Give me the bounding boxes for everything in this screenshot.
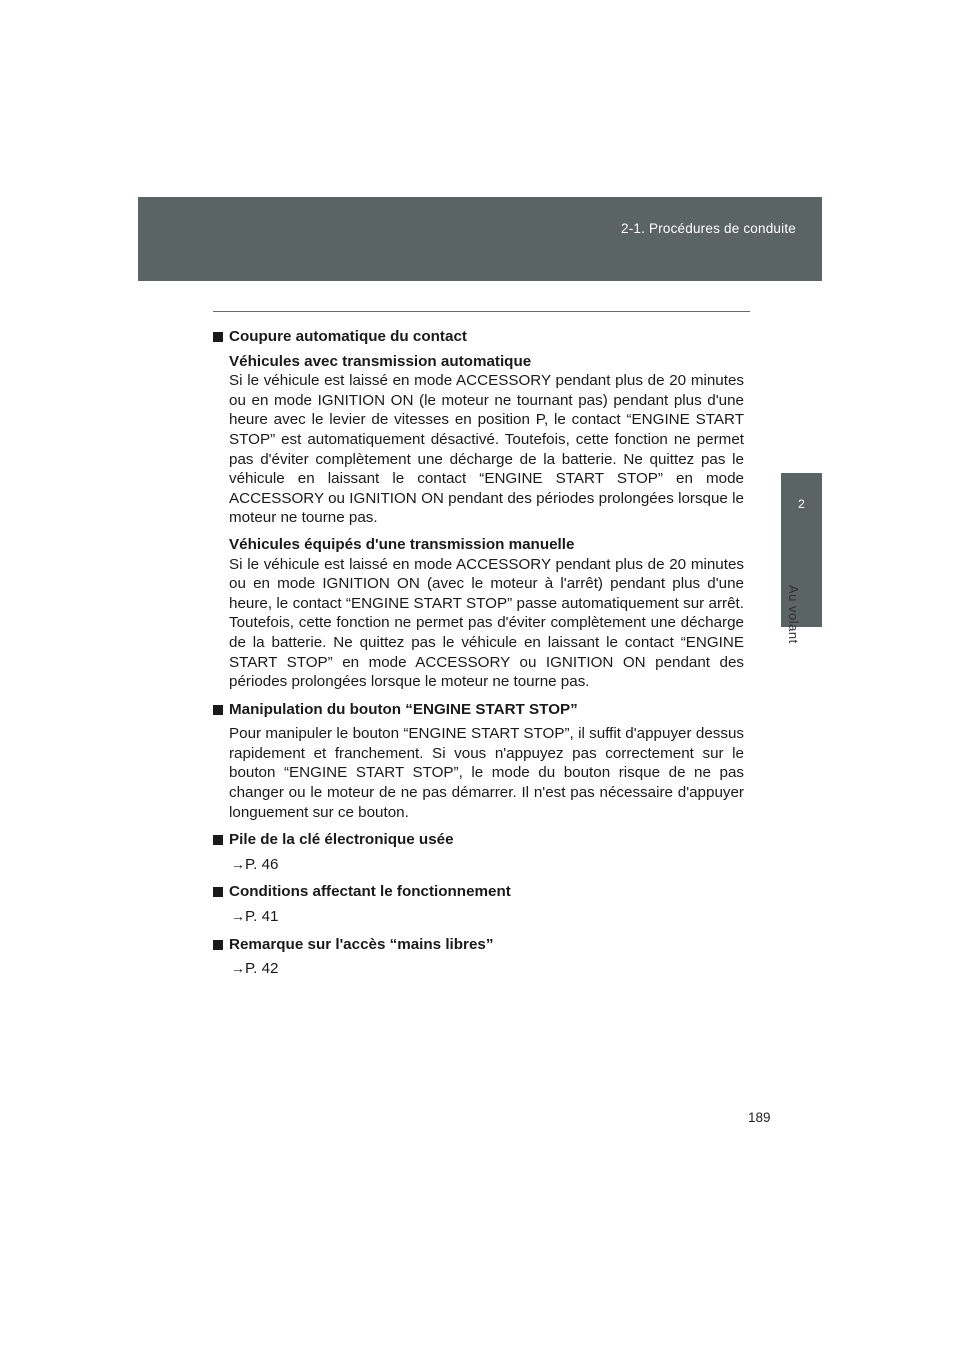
square-bullet-icon — [213, 835, 223, 845]
side-chapter-label: Au volant — [786, 585, 801, 644]
subheading-automatic: Véhicules avec transmission automatique — [229, 352, 532, 370]
page-reference[interactable]: →P. 42 — [231, 960, 279, 978]
page-number: 189 — [748, 1110, 771, 1125]
arrow-right-icon: → — [231, 960, 245, 977]
square-bullet-icon — [213, 705, 223, 715]
section-heading: Coupure automatique du contact — [213, 327, 744, 347]
section-conditions — [213, 882, 744, 926]
square-bullet-icon — [213, 887, 223, 897]
arrow-right-icon: → — [231, 855, 245, 872]
paragraph-manual: Si le véhicule est laissé en mode ACCESSORY pendant plus de 20 minutes ou en mode IGNITION ON (avec le moteur à l'arrêt) pendant plus d'une heure, le contact “ENGINE START STOP” passe automatiquement sur arrêt. Toutefois, cette fonction ne permet pas d'éviter complètement une décharge de la batterie. Ne quittez pas le véhicule en laissant le contact “ENGINE START STOP” en mode ACCESSORY ou IGNITION ON pendant des périodes prolongées lorsque le moteur ne tourne pas. — [229, 555, 744, 691]
square-bullet-icon — [213, 332, 223, 342]
section-auto-shutoff — [213, 327, 744, 692]
section-heading: Conditions affectant le fonctionnement — [213, 882, 744, 902]
side-tab-number: 2 — [798, 497, 805, 511]
page-body — [213, 327, 744, 987]
page-reference[interactable]: →P. 41 — [231, 908, 279, 926]
top-divider — [213, 311, 750, 312]
paragraph-button: Pour manipuler le bouton “ENGINE START STOP”, il suffit d'appuyer dessus rapidement et franchement. Si vous n'appuyez pas correctement sur le bouton “ENGINE START STOP”, le mode du bouton risque de ne pas changer ou le moteur de ne pas démarrer. Il n'est pas nécessaire d'appuyer longuement sur ce bouton. — [229, 725, 744, 821]
section-heading: Manipulation du bouton “ENGINE START STOP” — [213, 700, 744, 720]
section-hands-free — [213, 935, 744, 979]
section-key-battery — [213, 830, 744, 874]
section-button-operation — [213, 700, 744, 823]
chapter-header-bar — [138, 197, 822, 281]
arrow-right-icon: → — [231, 908, 245, 925]
paragraph-automatic: Si le véhicule est laissé en mode ACCESSORY pendant plus de 20 minutes ou en mode IGNITION ON (le moteur ne tournant pas) pendant plus d'une heure avec le levier de vitesses en position P, le contact “ENGINE START STOP” est automatiquement désactivé. Toutefois, cette fonction ne permet pas d'éviter complètement une décharge de la batterie. Ne quittez pas le véhicule en laissant le contact “ENGINE START STOP” en mode ACCESSORY ou IGNITION ON pendant des périodes prolongées lorsque le moteur ne tourne pas. — [229, 372, 744, 527]
section-heading: Remarque sur l'accès “mains libres” — [213, 935, 744, 955]
subheading-manual: Véhicules équipés d'une transmission manuelle — [229, 535, 575, 553]
page-reference[interactable]: →P. 46 — [231, 855, 279, 873]
square-bullet-icon — [213, 940, 223, 950]
chapter-title: 2-1. Procédures de conduite — [620, 221, 796, 236]
section-heading: Pile de la clé électronique usée — [213, 830, 744, 850]
